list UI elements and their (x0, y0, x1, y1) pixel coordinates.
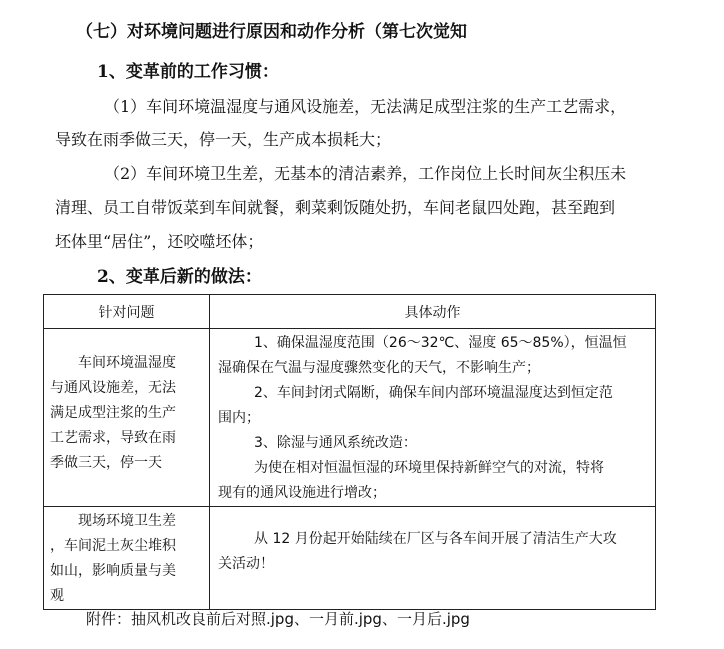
problem-line: 满足成型注浆的生产 (50, 405, 176, 421)
problem-line: 车间环境温湿度 (78, 355, 176, 371)
problem-line: 现场环境卫生差 (78, 513, 176, 529)
problem-line: 与通风设施差，无法 (50, 380, 176, 396)
before-item1-line1: （1）车间环境温湿度与通风设施差，无法满足成型注浆的生产工艺需求， (104, 97, 627, 116)
action-line: 3、除湿与通风系统改造： (254, 435, 417, 451)
problem-cell (44, 329, 210, 507)
action-cell (210, 329, 656, 507)
before-heading: 1、变革前的工作习惯： (97, 62, 279, 82)
action-line: 从 12 月份起开始陆续在厂区与各车间开展了清洁生产大攻 (254, 531, 617, 547)
action-line: 关活动！ (218, 556, 274, 572)
action-line: 湿确保在气温与湿度骤然变化的天气，不影响生产； (218, 360, 540, 376)
problem-line: 如山，影响质量与美 (50, 563, 176, 579)
action-line: 2、车间封闭式隔断，确保车间内部环境温湿度达到恒定范 (254, 385, 613, 401)
attachment-line: 附件：抽风机改良前后对照.jpg、一月前.jpg、一月后.jpg (86, 610, 470, 628)
problem-line: ，车间泥土灰尘堆积 (50, 538, 176, 554)
problem-line: 季做三天，停一天 (50, 455, 162, 471)
action-line: 围内； (218, 410, 260, 426)
before-item2-line2: 清理、员工自带饭菜到车间就餐，剩菜剩饭随处扔，车间老鼠四处跑，甚至跑到 (55, 198, 616, 217)
header-problem: 针对问题 (44, 295, 210, 329)
after-heading: 2、变革后新的做法： (97, 267, 262, 287)
before-item2-line1: （2）车间环境卫生差，无基本的清洁素养，工作岗位上长时间灰尘积压未 (104, 164, 627, 183)
action-line: 为使在相对恒温恒湿的环境里保持新鲜空气的对流，特将 (254, 460, 604, 476)
section-title: （七）对环境问题进行原因和动作分析（第七次觉知 (76, 22, 467, 42)
before-item1-line2: 导致在雨季做三天，停一天，生产成本损耗大； (55, 130, 392, 149)
actions-table (43, 294, 656, 610)
problem-line: 工艺需求，导致在雨 (50, 430, 176, 446)
action-line: 1、确保温湿度范围（26～32℃、湿度 65～85%），恒温恒 (254, 335, 627, 351)
problem-cell (44, 507, 210, 610)
before-item2-line3: 坯体里“居住”，还咬噬坯体； (55, 232, 264, 251)
table-header-row (44, 295, 656, 329)
table-row (44, 329, 656, 507)
header-action: 具体动作 (210, 295, 656, 329)
action-cell (210, 507, 656, 610)
action-line: 现有的通风设施进行增改； (218, 485, 386, 501)
problem-line: 观 (50, 588, 64, 604)
table-row (44, 507, 656, 610)
